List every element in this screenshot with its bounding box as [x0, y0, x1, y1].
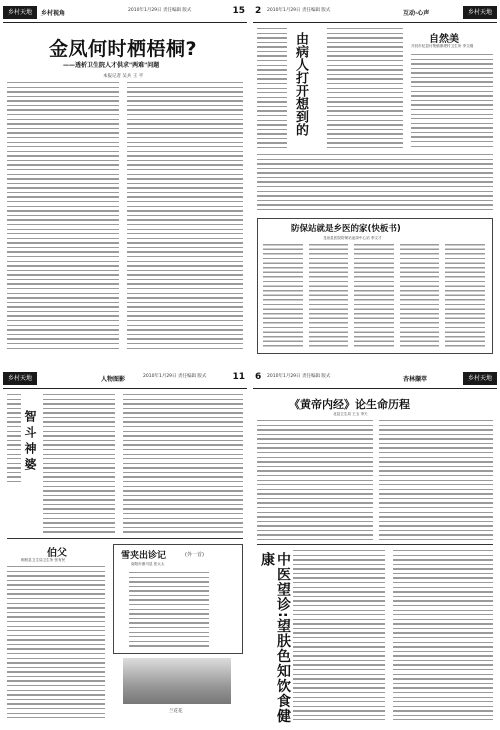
essay-title: 自然美 [429, 34, 459, 45]
article-column [43, 394, 115, 534]
newspaper-page-front [3, 4, 247, 356]
vertical-headline: 智斗神婆 [23, 410, 37, 474]
page-number: 6 [255, 372, 262, 382]
subheadline: ——透析卫生院人才供求"两难"问题 [63, 62, 160, 69]
illustration-photo [123, 658, 231, 704]
byline: 本报记者 吴兵 王 平 [103, 74, 144, 79]
poem-title: 防保站就是乡医的家(快板书) [291, 224, 401, 234]
article-column [393, 550, 493, 720]
article-column [293, 550, 385, 720]
section-name: 人物图影 [101, 376, 126, 383]
masthead-logo: 乡村天地 [463, 6, 497, 19]
issue-date: 2010年1月29日 责任编辑 版式 [128, 8, 192, 13]
section-name: 乡村视角 [41, 10, 66, 17]
section-name: 互动·心声 [403, 10, 430, 17]
masthead-logo: 乡村天地 [3, 6, 37, 19]
article-column-left [7, 82, 119, 352]
headline: 金凤何时栖梧桐? [49, 38, 198, 60]
masthead-logo: 乡村天地 [3, 372, 37, 385]
newspaper-page-interactive [253, 4, 497, 356]
section-divider [7, 538, 243, 539]
issue-date: 2010年1月29日 责任编辑 版式 [267, 8, 331, 13]
poem-byline: 南阳市淅川县 张太太 [131, 562, 165, 566]
newspaper-page-people [3, 370, 247, 726]
article-column [7, 394, 21, 514]
section-divider [257, 544, 493, 545]
article-column [257, 28, 287, 148]
essay-byline: 开封市杞县付集镇康堤村卫生所 李文刚 [411, 44, 474, 48]
page-number: 2 [255, 6, 262, 16]
article-column [123, 394, 243, 534]
page-header [3, 4, 247, 23]
issue-date: 2010年1月29日 责任编辑 版式 [143, 374, 207, 379]
page-number: 11 [232, 372, 245, 382]
poem-body [129, 572, 209, 648]
poem-subtitle: (外一首) [185, 552, 204, 558]
masthead-logo: 乡村天地 [463, 372, 497, 385]
article-body-wide [257, 154, 493, 214]
page-header [253, 370, 497, 389]
page-header [253, 4, 497, 23]
essay-body [411, 54, 493, 150]
essay-title: 伯父 [47, 548, 67, 559]
headline: 《黄帝内经》论生命历程 [289, 398, 410, 411]
article-column [327, 28, 403, 148]
vertical-headline: 中医望诊:望肤色知饮食健康 [259, 552, 291, 724]
poem-byline: 龙泉县医院防保站庞岗中心站 李文才 [323, 236, 382, 240]
article-column [379, 420, 493, 540]
poem-columns [263, 244, 485, 348]
article-column [257, 420, 373, 540]
essay-byline: 桐柏县卫生局卫生所 张有民 [21, 558, 66, 562]
page-number: 15 [232, 6, 245, 16]
photo-caption: 兰花花 [169, 709, 183, 714]
byline: 北县卫生局 王玉 李天 [333, 412, 368, 416]
section-name: 杏林撷萃 [403, 376, 428, 383]
article-column-right [127, 82, 243, 352]
page-header [3, 370, 247, 389]
newspaper-page-medicine [253, 370, 497, 726]
vertical-headline: 由病人打开想到的 [293, 32, 308, 136]
issue-date: 2010年1月29日 责任编辑 版式 [267, 374, 331, 379]
essay-body [7, 566, 105, 722]
poem-title: 雪夹出诊记 [121, 551, 167, 561]
